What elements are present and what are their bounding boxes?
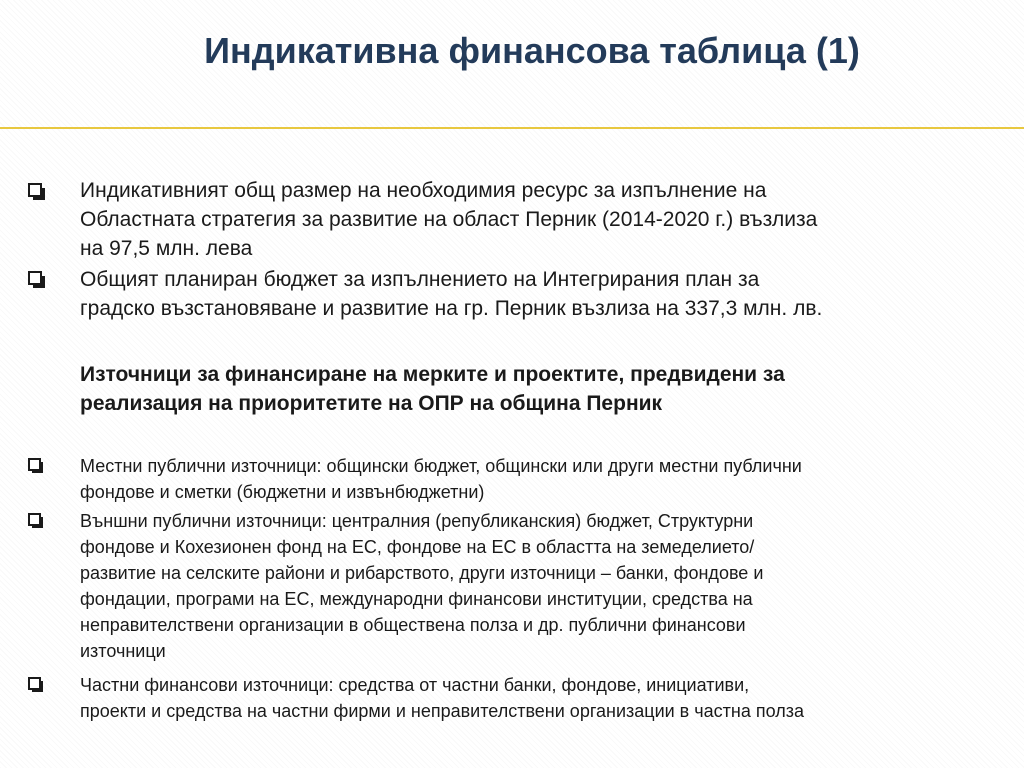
- checkbox-icon: [28, 271, 48, 289]
- page-title: Индикативна финансова таблица (1): [204, 30, 860, 71]
- checkbox-icon: [28, 677, 48, 693]
- bullet-line: неправителствени организации в обществена полза и др. публични финансови: [80, 615, 746, 635]
- bullet-private-sources: [80, 672, 804, 724]
- bullet-line: Индикативният общ размер на необходимия ресурс за изпълнение на: [80, 179, 767, 202]
- title-divider: [0, 127, 1024, 129]
- bullet-line: фондове и сметки (бюджетни и извънбюджетни): [80, 482, 485, 502]
- bullet-line: градско възстановяване и развитие на гр. Перник възлиза на 337,3 млн. лв.: [80, 297, 823, 320]
- heading-line: Източници за финансиране на мерките и проектите, предвидени за: [80, 363, 785, 386]
- checkbox-icon: [28, 183, 48, 201]
- bullet-line: Общият планиран бюджет за изпълнението на Интегрирания план за: [80, 268, 760, 291]
- bullet-line: фондове и Кохезионен фонд на ЕС, фондове на ЕС в областта на земеделието/: [80, 537, 755, 557]
- bullet-line: Частни финансови източници: средства от частни банки, фондове, инициативи,: [80, 675, 750, 695]
- heading-line: реализация на приоритетите на ОПР на община Перник: [80, 392, 663, 415]
- bullet-local-sources: [80, 453, 802, 505]
- bullet-line: проекти и средства на частни фирми и неправителствени организации в частна полза: [80, 701, 804, 721]
- bullet-line: източници: [80, 641, 166, 661]
- bullet-line: на 97,5 млн. лева: [80, 237, 253, 260]
- bullet-line: Местни публични източници: общински бюджет, общински или други местни публични: [80, 456, 802, 476]
- bullet-external-sources: [80, 508, 763, 664]
- bullet-line: фондации, програми на ЕС, международни финансови институции, средства на: [80, 589, 753, 609]
- bullet-total-resource: [80, 176, 817, 263]
- bullet-line: Външни публични източници: централния (републиканския) бюджет, Структурни: [80, 511, 754, 531]
- sources-heading: [80, 360, 785, 418]
- bullet-planned-budget: [80, 265, 822, 323]
- bullet-line: развитие на селските райони и рибарството, други източници – банки, фондове и: [80, 563, 764, 583]
- checkbox-icon: [28, 458, 48, 474]
- bullet-line: Областната стратегия за развитие на област Перник (2014-2020 г.) възлиза: [80, 208, 818, 231]
- checkbox-icon: [28, 513, 48, 529]
